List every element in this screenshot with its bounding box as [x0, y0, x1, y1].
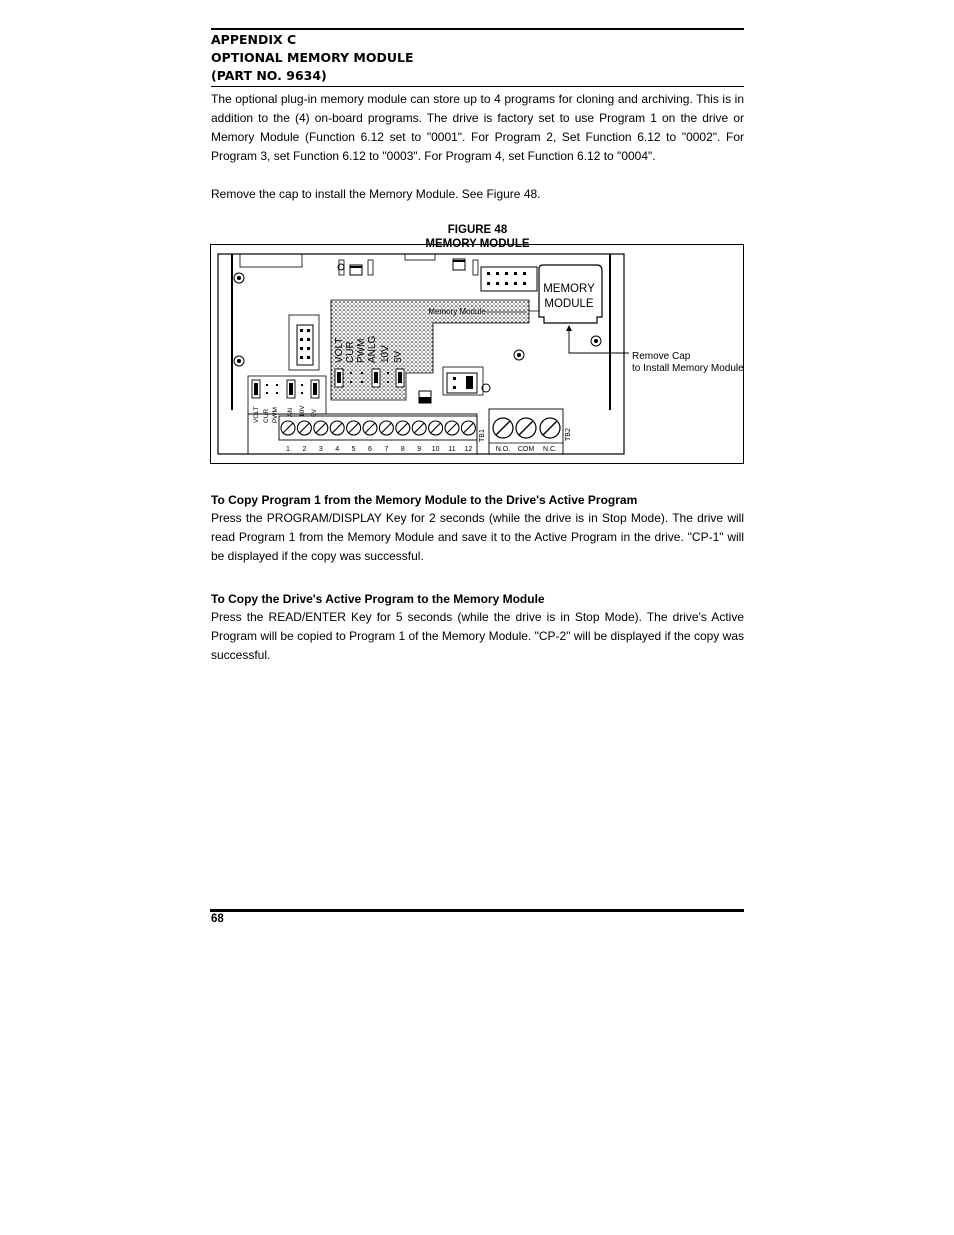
- figure-title: MEMORY MODULE: [425, 238, 530, 250]
- header-bottom-rule: [211, 86, 744, 87]
- relay-label-com: COM: [517, 446, 535, 453]
- callout-line-2: to Install Memory Module: [632, 363, 743, 374]
- small-jumper-pwm: PWM: [272, 407, 279, 423]
- tb1-terminal-number: 4: [335, 446, 340, 453]
- section1-body: Press the PROGRAM/DISPLAY Key for 2 seconds (while the drive is in Stop Mode). The drive will read Program 1 from the Memory Module and save it to the Active Program in the drive. "CP-1" will be displayed if the copy was successful.: [211, 511, 744, 563]
- shaded-module-label: Memory Module: [428, 307, 486, 316]
- jumper-label-anlg: ANLG: [367, 335, 378, 363]
- small-jumper-an: AN: [287, 407, 294, 417]
- figure-number: FIGURE 48: [447, 224, 508, 236]
- footer-rule: [210, 909, 744, 912]
- jumper-label-pwm: PWM: [356, 338, 367, 363]
- section2-title: To Copy the Drive's Active Program to the Memory Module: [211, 592, 545, 606]
- jumper-label-cur: CUR: [345, 341, 356, 363]
- small-jumper-5v: 5V: [311, 409, 318, 417]
- module-label-2: MODULE: [544, 298, 594, 310]
- small-jumper-10v: 10V: [299, 405, 306, 417]
- tb1-terminal-number: 1: [286, 446, 290, 453]
- section1-title: To Copy Program 1 from the Memory Module to the Drive's Active Program: [211, 493, 638, 507]
- tb1-terminal-number: 2: [302, 446, 307, 453]
- jumper-label-volt: VOLT: [334, 337, 345, 363]
- relay-label-no: N.O.: [495, 446, 511, 453]
- page-content: [211, 28, 744, 251]
- heading-line-3: (PART NO. 9634): [211, 68, 327, 83]
- tb1-label: TB1: [479, 429, 486, 442]
- small-jumper-volt: VOLT: [253, 406, 260, 423]
- install-note: Remove the cap to install the Memory Module. See Figure 48.: [211, 187, 541, 201]
- small-jumper-cur: CUR: [263, 408, 270, 423]
- heading-line-1: APPENDIX C: [211, 32, 297, 47]
- appendix-heading: [211, 30, 744, 85]
- tb2-screw-terminals: [493, 418, 560, 438]
- figure-memory-module: [210, 244, 744, 464]
- tb1-terminal-numbers: [286, 446, 472, 453]
- tb1-terminal-number: 6: [368, 446, 372, 453]
- jumper-label-5v: 5V: [393, 350, 404, 363]
- callout-line-1: Remove Cap: [632, 351, 691, 362]
- tb1-terminal-number: 5: [351, 446, 356, 453]
- tb1-terminal-number: 10: [431, 446, 440, 453]
- relay-label-nc: N.C.: [543, 446, 557, 453]
- tb2-label: TB2: [565, 428, 572, 441]
- heading-line-2: OPTIONAL MEMORY MODULE: [211, 50, 414, 65]
- intro-paragraph: The optional plug-in memory module can store up to 4 programs for cloning and archiving. This is in addition to the (4) on-board programs. The drive is factory set to use Program 1 on the drive or Memory Module (Function 6.12 set to "0001". For Program 2, Set Function 6.12 to "0002". For Program 3, set Function 6.12 to "0003". For Program 4, set Function 6.12 to "0004".: [211, 92, 744, 163]
- instructions: [211, 491, 744, 665]
- jumper-label-10v: 10V: [380, 345, 391, 363]
- module-label-1: MEMORY: [543, 283, 595, 295]
- tb1-terminal-number: 9: [417, 446, 422, 453]
- tb1-terminal-number: 7: [384, 446, 389, 453]
- tb1-terminal-number: 3: [318, 446, 323, 453]
- tb1-terminal-number: 11: [448, 446, 456, 453]
- drive-board-illustration: [211, 245, 743, 463]
- tb1-terminal-number: 12: [464, 446, 473, 453]
- tb1-terminal-number: 8: [400, 446, 405, 453]
- tb1-screw-terminals: [281, 421, 475, 435]
- page-number: 68: [211, 913, 224, 925]
- section2-body: Press the READ/ENTER Key for 5 seconds (while the drive is in Stop Mode). The drive's Active Program will be copied to Program 1 of the Memory Module. "CP-2" will be displayed if the copy was successful.: [211, 610, 744, 662]
